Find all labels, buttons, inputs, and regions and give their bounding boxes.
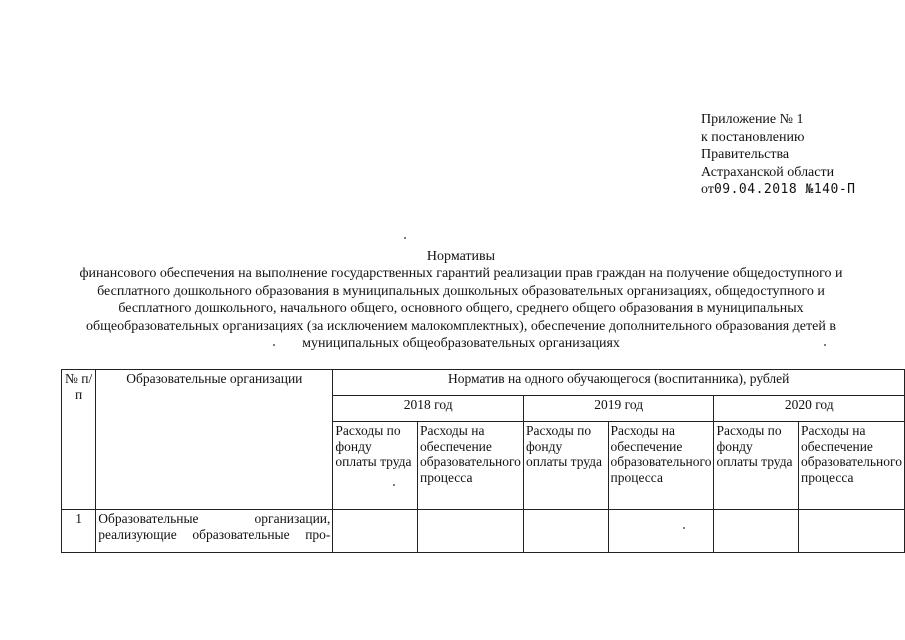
scan-speck [683,527,685,529]
document-heading [60,248,862,352]
subheader-labor-2018: Расходы по фонду оплаты труда [333,422,418,510]
appendix-date-number: 09.04.2018 №140-П [713,182,856,197]
appendix-line-4: Астраханской области [701,164,835,180]
row-value-cell [523,510,608,553]
year-header-2020: 2020 год [714,396,905,422]
header-row-1 [62,370,905,396]
row-value-cell [418,510,524,553]
row-value-cell [333,510,418,553]
document-title: Нормативы [426,249,496,264]
appendix-line-1: Приложение № 1 [701,112,804,127]
col-header-norm: Норматив на одного обучающегося (воспитанника), рублей [333,370,905,396]
year-header-2019: 2019 год [523,396,714,422]
col-header-num: № п/п [62,370,96,510]
row-org-name: Образовательные организации, реализующие образовательные про- [96,510,333,553]
appendix-line-3: Правительства [701,147,790,162]
scan-speck [404,237,406,239]
appendix-date-line [701,181,856,199]
row-number: 1 [62,510,96,553]
scan-speck [273,344,275,346]
row-value-cell [799,510,905,553]
year-header-2018: 2018 год [333,396,524,422]
norms-table [61,369,905,553]
subheader-process-2019: Расходы на обеспечение образовательного процесса [608,422,714,510]
subheader-process-2020: Расходы на обеспечение образовательного процесса [799,422,905,510]
subheader-labor-2020: Расходы по фонду оплаты труда [714,422,799,510]
appendix-block [701,111,856,199]
subheader-process-2018: Расходы на обеспечение образовательного процесса [418,422,524,510]
scan-speck [824,344,826,346]
appendix-date-prefix: от [701,182,714,197]
col-header-org: Образовательные организации [96,370,333,510]
scan-speck [393,484,395,486]
row-value-cell [608,510,714,553]
document-subtitle: финансового обеспечения на выполнение государственных гарантий реализации прав граждан на получение общедоступного и бесплатного дошкольного образования в муниципальных дошкольных образовательных организациях, общедоступного и бесплатного дошкольного, начального общего, основного общего, среднего общего образования в муниципальных общеобразовательных организациях (за исключением малокомплектных), обеспечение дополнительного образования детей в муниципальных общеобразовательных организациях [79,266,843,352]
subheader-labor-2019: Расходы по фонду оплаты труда [523,422,608,510]
appendix-line-2: к постановлению [701,129,805,145]
table-row [62,510,905,553]
row-value-cell [714,510,799,553]
